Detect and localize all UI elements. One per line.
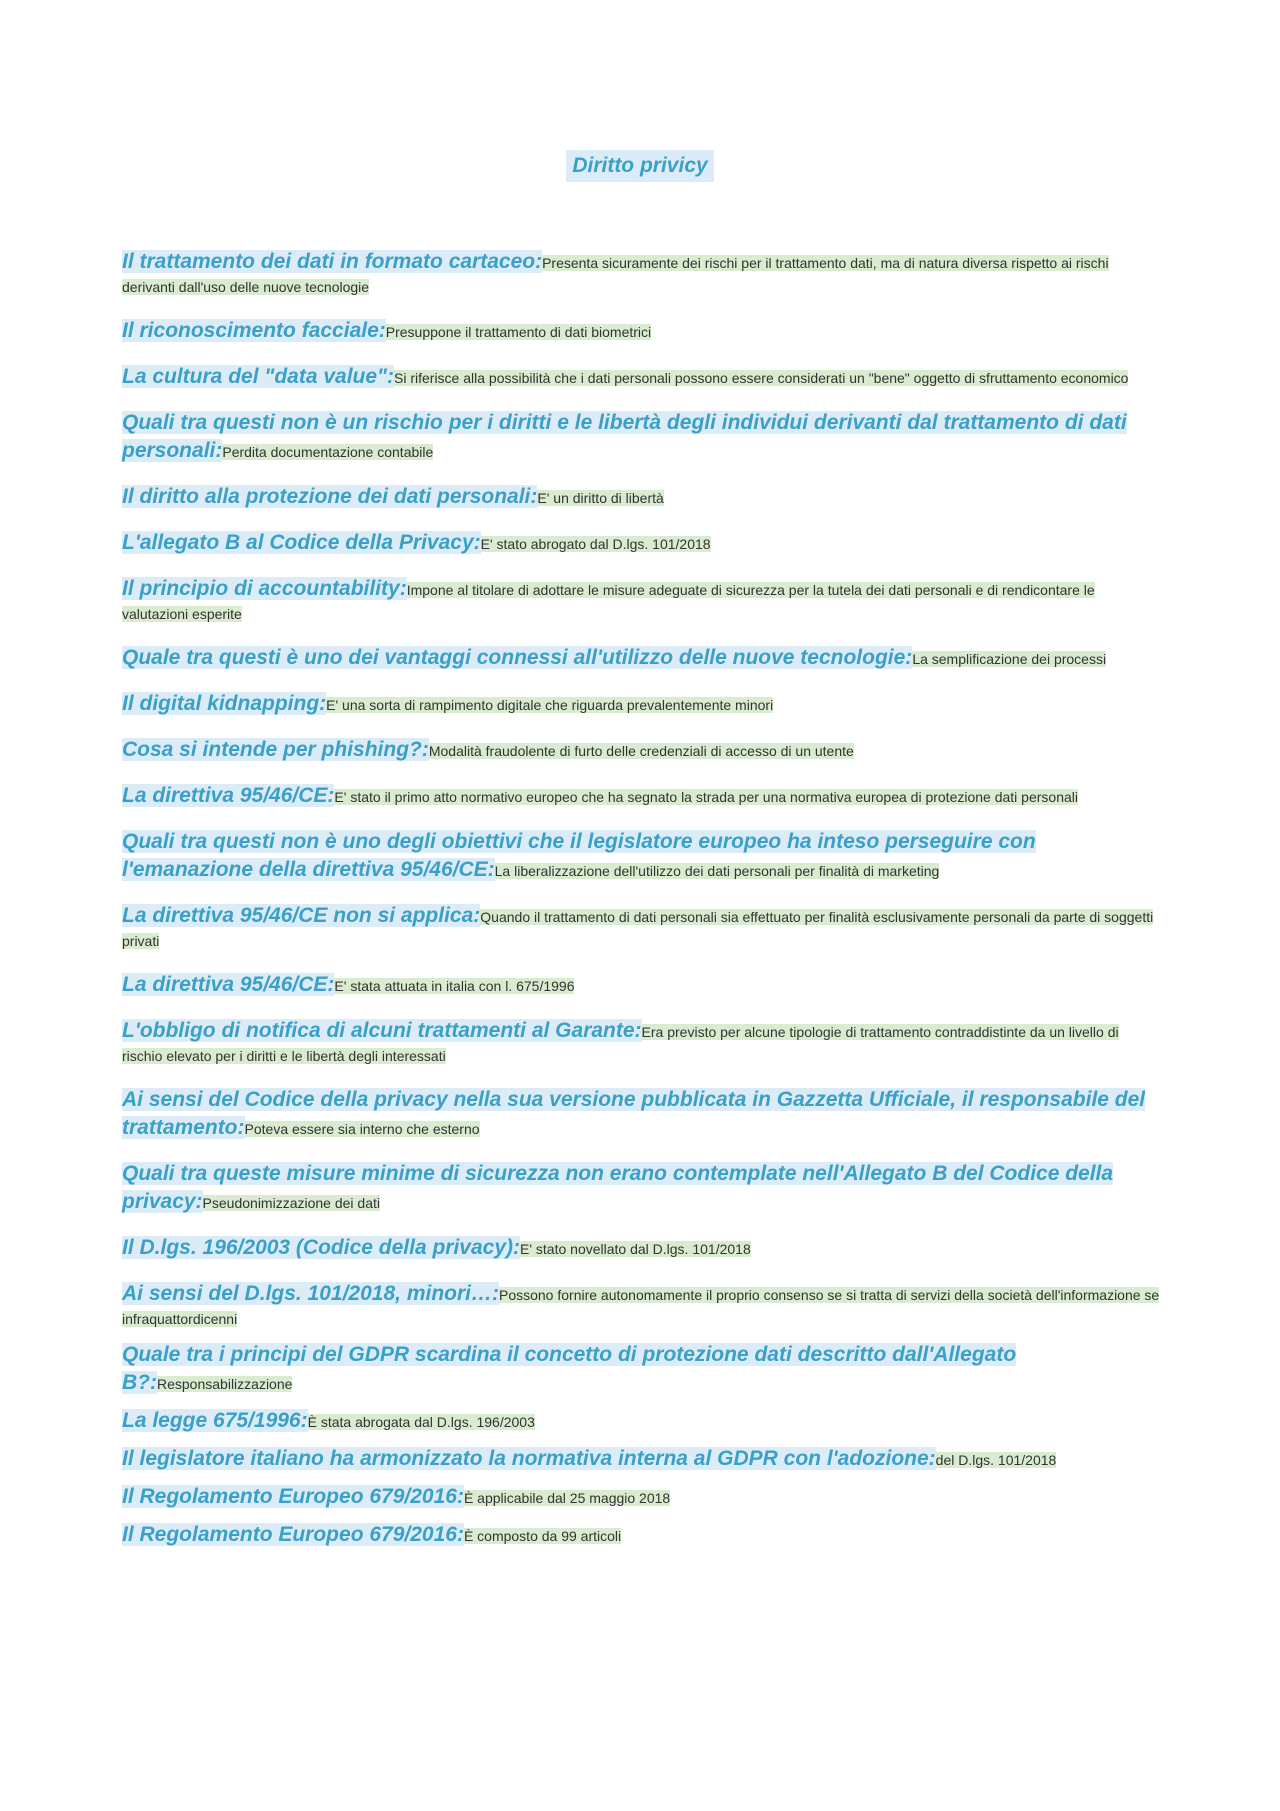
qa-item [122, 575, 1162, 626]
page-title: Diritto privicy [566, 150, 713, 182]
qa-list [122, 248, 1162, 1559]
question: Il diritto alla protezione dei dati personali: [122, 485, 538, 508]
question: La direttiva 95/46/CE: [122, 973, 335, 996]
question: La cultura del "data value": [122, 365, 394, 388]
question: Il riconoscimento facciale: [122, 319, 386, 342]
answer: E' un diritto di libertà [537, 490, 664, 506]
qa-item [122, 902, 1162, 953]
question: La legge 675/1996: [122, 1409, 308, 1432]
qa-item [122, 828, 1162, 884]
qa-item [122, 317, 1162, 345]
qa-item [122, 529, 1162, 557]
question: Quali tra queste misure minime di sicurezza non erano contemplate nell'Allegato B del Codice della privacy: [122, 1162, 1114, 1213]
qa-item [122, 1086, 1162, 1142]
qa-item [122, 1341, 1162, 1397]
answer: La semplificazione dei processi [912, 651, 1107, 667]
question: Il Regolamento Europeo 679/2016: [122, 1523, 464, 1546]
answer: È stata abrogata dal D.lgs. 196/2003 [307, 1414, 535, 1430]
title-container [0, 150, 1280, 182]
question: Quali tra questi non è uno degli obiettivi che il legislatore europeo ha inteso perseguire con l'emanazione della direttiva 95/46/CE: [122, 830, 1036, 881]
question: Il D.lgs. 196/2003 (Codice della privacy): [122, 1236, 521, 1259]
qa-item [122, 1160, 1162, 1216]
qa-item [122, 1407, 1162, 1435]
qa-item [122, 971, 1162, 999]
answer: Poteva essere sia interno che esterno [244, 1121, 480, 1137]
answer: Modalità fraudolente di furto delle credenziali di accesso di un utente [428, 743, 854, 759]
answer: Perdita documentazione contabile [222, 444, 434, 460]
question: Il trattamento dei dati in formato cartaceo: [122, 250, 543, 273]
question: Il principio di accountability: [122, 577, 407, 600]
answer: Quando il trattamento di dati personali sia effettuato per finalità esclusivamente personali da parte di soggetti privati [122, 909, 1154, 949]
qa-item [122, 1017, 1162, 1068]
answer: Impone al titolare di adottare le misure adeguate di sicurezza per la tutela dei dati personali e di rendicontare le valutazioni esperite [122, 582, 1095, 622]
answer: È composto da 99 articoli [463, 1528, 622, 1544]
qa-item [122, 409, 1162, 465]
qa-item [122, 1483, 1162, 1511]
answer: È applicabile dal 25 maggio 2018 [463, 1490, 671, 1506]
answer: E' stato il primo atto normativo europeo che ha segnato la strada per una normativa europea di protezione dati personali [334, 789, 1078, 805]
answer: E' stato abrogato dal D.lgs. 101/2018 [480, 536, 711, 552]
qa-item [122, 644, 1162, 672]
qa-item [122, 1445, 1162, 1473]
qa-item [122, 248, 1162, 299]
question: La direttiva 95/46/CE non si applica: [122, 904, 481, 927]
answer: Presenta sicuramente dei rischi per il trattamento dati, ma di natura diversa rispetto ai rischi derivanti dall'uso delle nuove tecnologie [122, 255, 1109, 295]
question: L'allegato B al Codice della Privacy: [122, 531, 481, 554]
qa-item [122, 483, 1162, 511]
question: Il Regolamento Europeo 679/2016: [122, 1485, 464, 1508]
qa-item [122, 1521, 1162, 1549]
answer: Si riferisce alla possibilità che i dati personali possono essere considerati un "bene" oggetto di sfruttamento economico [394, 370, 1129, 386]
qa-item [122, 1280, 1162, 1331]
answer: del D.lgs. 101/2018 [935, 1452, 1057, 1468]
question: Ai sensi del Codice della privacy nella sua versione pubblicata in Gazzetta Ufficiale, il responsabile del trattamento: [122, 1088, 1146, 1139]
answer: Era previsto per alcune tipologie di trattamento contraddistinte da un livello di rischio elevato per i diritti e le libertà degli interessati [122, 1024, 1119, 1064]
question: Quale tra i principi del GDPR scardina il concetto di protezione dati descritto dall'Allegato B?: [122, 1343, 1017, 1394]
question: La direttiva 95/46/CE: [122, 784, 335, 807]
answer: Possono fornire autonomamente il proprio consenso se si tratta di servizi della società dell'informazione se infraquattordicenni [122, 1287, 1160, 1327]
question: Quali tra questi non è un rischio per i diritti e le libertà degli individui derivanti dal trattamento di dati personali: [122, 411, 1127, 462]
question: Il legislatore italiano ha armonizzato la normativa interna al GDPR con l'adozione: [122, 1447, 936, 1470]
answer: E' stata attuata in italia con l. 675/1996 [334, 978, 575, 994]
answer: Presuppone il trattamento di dati biometrici [385, 324, 652, 340]
answer: Responsabilizzazione [157, 1376, 293, 1392]
question: L'obbligo di notifica di alcuni trattamenti al Garante: [122, 1019, 642, 1042]
question: Quale tra questi è uno dei vantaggi connessi all'utilizzo delle nuove tecnologie: [122, 646, 913, 669]
qa-item [122, 363, 1162, 391]
qa-item [122, 782, 1162, 810]
qa-item [122, 736, 1162, 764]
qa-item [122, 1234, 1162, 1262]
question: Cosa si intende per phishing?: [122, 738, 429, 761]
question: Il digital kidnapping: [122, 692, 327, 715]
answer: Pseudonimizzazione dei dati [202, 1195, 380, 1211]
answer: La liberalizzazione dell'utilizzo dei dati personali per finalità di marketing [494, 863, 940, 879]
qa-item [122, 690, 1162, 718]
question: Ai sensi del D.lgs. 101/2018, minori…: [122, 1282, 499, 1305]
answer: E' una sorta di rampimento digitale che riguarda prevalentemente minori [326, 697, 774, 713]
answer: E' stato novellato dal D.lgs. 101/2018 [520, 1241, 751, 1257]
